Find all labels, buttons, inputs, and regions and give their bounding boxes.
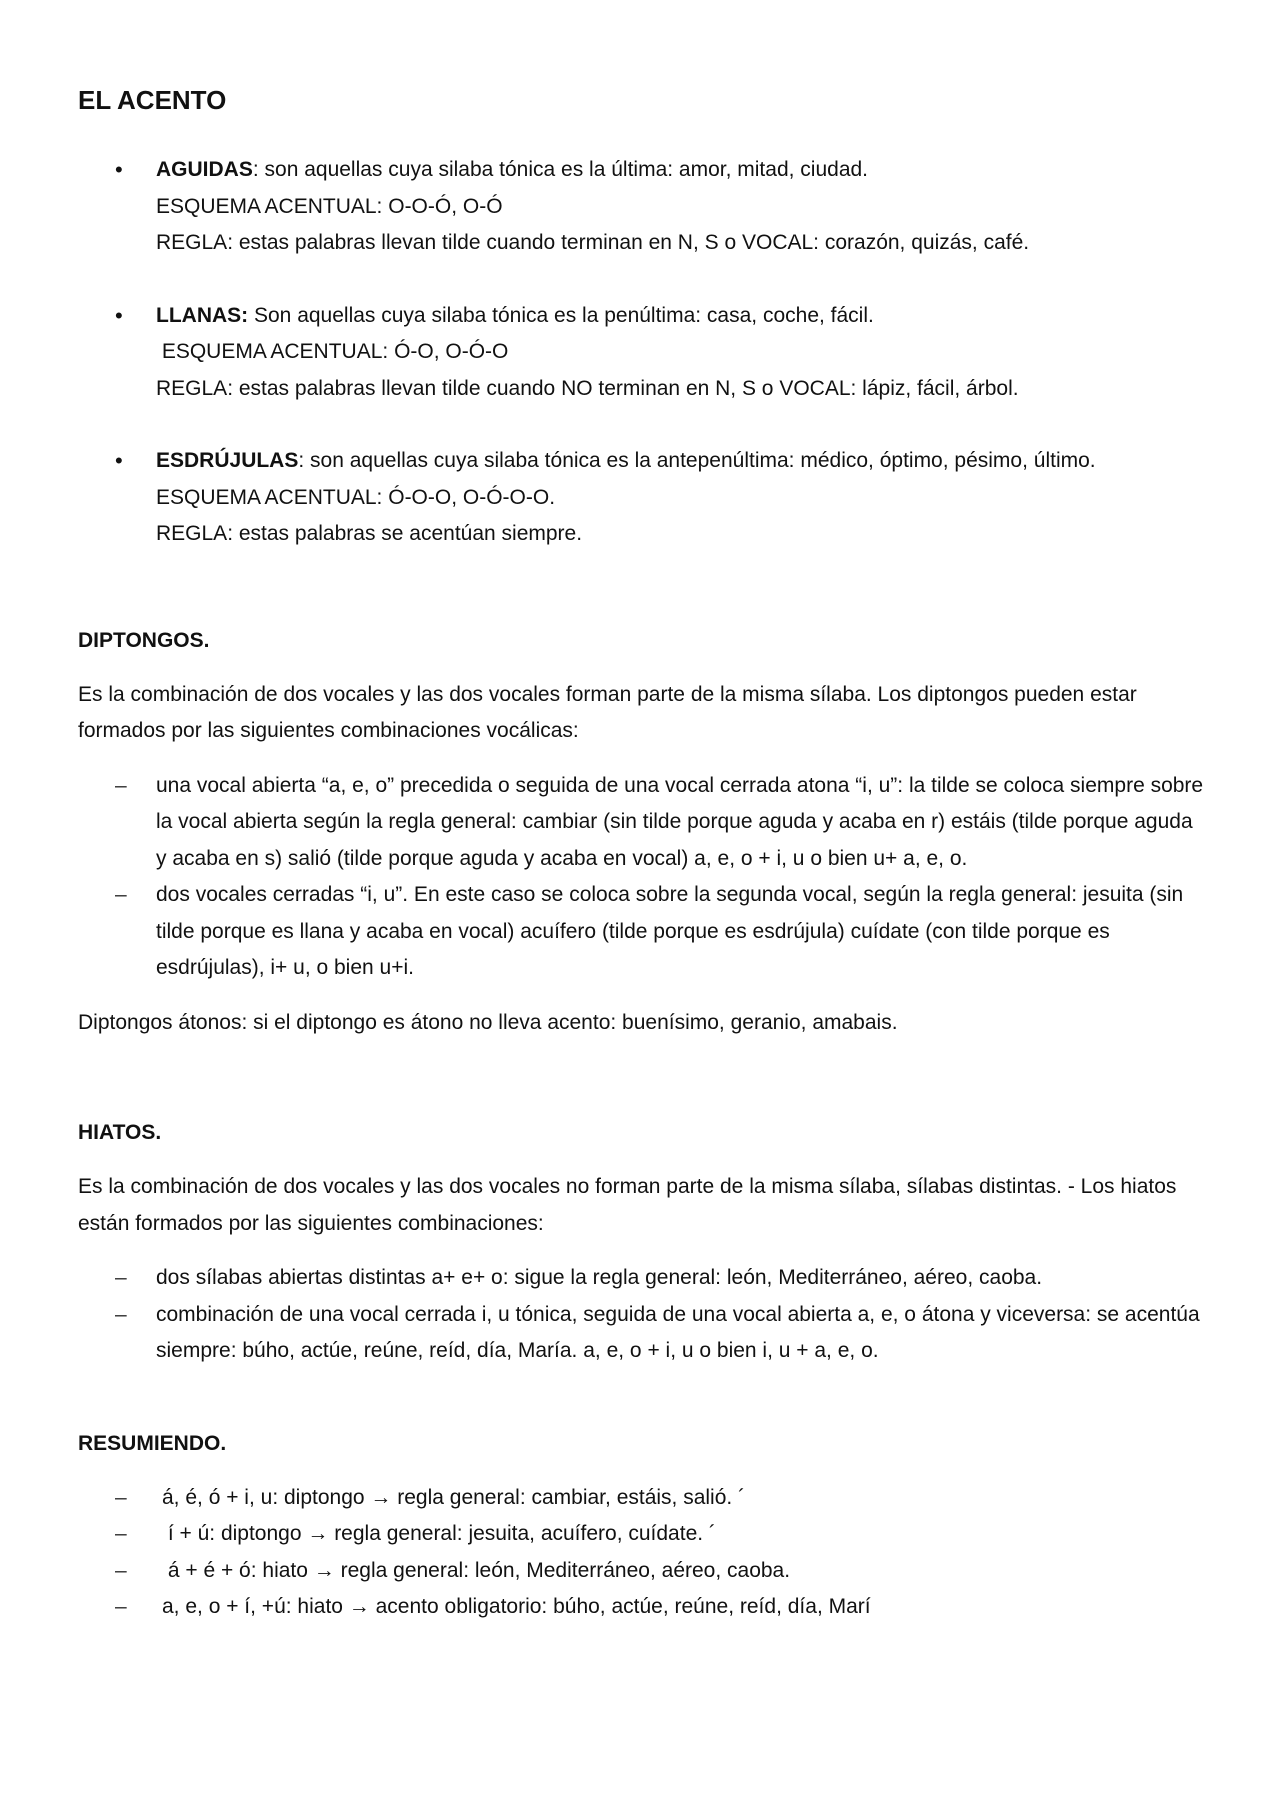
list-item: – á + é + ó: hiato → regla general: león, Mediterráneo, aéreo, caoba.	[78, 1553, 1208, 1590]
diptongos-list	[78, 768, 1208, 987]
diptongos-intro: Es la combinación de dos vocales y las dos vocales forman parte de la misma sílaba. Los diptongos pueden estar formados por las siguientes combinaciones vocálicas:	[78, 682, 1137, 742]
list-item-agudas	[78, 152, 1208, 262]
definition-line	[156, 152, 1208, 189]
section-heading-hiatos: HIATOS.	[78, 1121, 162, 1144]
list-item: – dos vocales cerradas “i, u”. En este caso se coloca sobre la segunda vocal, según la regla general: jesuita (sin tilde porque es llana y acaba en vocal) acuífero (tilde porque es esdrújula) cuídate (con tilde porque es esdrújulas), i+ u, o bien u+i.	[78, 877, 1208, 987]
hiatos-list	[78, 1260, 1208, 1370]
list-item-esdrujulas	[78, 443, 1208, 553]
definition: : son aquellas cuya silaba tónica es la última: amor, mitad, ciudad.	[252, 158, 869, 181]
list-item: – dos sílabas abiertas distintas a+ e+ o: sigue la regla general: león, Mediterráneo, aéreo, caoba.	[78, 1260, 1208, 1297]
term: LLANAS:	[156, 303, 249, 327]
term: ESDRÚJULAS	[156, 449, 299, 472]
list-item: – í + ú: diptongo → regla general: jesuita, acuífero, cuídate. ´	[78, 1516, 1208, 1553]
regla-line: REGLA: estas palabras llevan tilde cuando terminan en N, S o VOCAL: corazón, quizás, café.	[156, 231, 1030, 254]
regla-line: REGLA: estas palabras llevan tilde cuando NO terminan en N, S o VOCAL: lápiz, fácil, árbol.	[156, 376, 1019, 400]
list-item: – combinación de una vocal cerrada i, u tónica, seguida de una vocal abierta a, e, o átona y viceversa: se acentúa siempre: búho, actúe, reúne, reíd, día, María. a, e, o + i, u o bien i, u + a, e, o.	[78, 1297, 1208, 1370]
hiatos-intro: Es la combinación de dos vocales y las dos vocales no forman parte de la misma sílaba, sílabas distintas. - Los hiatos están formados por las siguientes combinaciones:	[78, 1175, 1177, 1235]
document-page	[78, 60, 1208, 1626]
section-heading-diptongos: DIPTONGOS.	[78, 628, 210, 652]
list-item: – á, é, ó + i, u: diptongo → regla general: cambiar, estáis, salió. ´	[78, 1480, 1208, 1517]
definition-line	[156, 443, 1208, 480]
accent-types-list	[78, 152, 1208, 553]
list-item-llanas	[78, 298, 1208, 408]
list-item: – una vocal abierta “a, e, o” precedida o seguida de una vocal cerrada atona “i, u”: la tilde se coloca siempre sobre la vocal abierta según la regla general: cambiar (sin tilde porque aguda y acaba en r) estáis (tilde porque aguda y acaba en s) salió (tilde porque aguda y acaba en vocal) a, e, o + i, u o bien u+ a, e, o.	[78, 768, 1208, 878]
regla-line: REGLA: estas palabras se acentúan siempre.	[156, 522, 583, 545]
esquema-line: ESQUEMA ACENTUAL: Ó-O-O, O-Ó-O-O.	[156, 485, 556, 509]
list-item: – a, e, o + í, +ú: hiato → acento obligatorio: búho, actúe, reúne, reíd, día, Marí	[78, 1589, 1208, 1626]
term: AGUIDAS	[156, 158, 253, 181]
resumiendo-list	[78, 1480, 1208, 1626]
diptongos-atonos: Diptongos átonos: si el diptongo es átono no lleva acento: buenísimo, geranio, amabais.	[78, 1010, 898, 1034]
definition-line	[156, 298, 1208, 335]
esquema-line: ESQUEMA ACENTUAL: O-O-Ó, O-Ó	[156, 194, 503, 218]
definition: Son aquellas cuya silaba tónica es la penúltima: casa, coche, fácil.	[248, 303, 874, 327]
definition: : son aquellas cuya silaba tónica es la antepenúltima: médico, óptimo, pésimo, último.	[298, 449, 1096, 472]
esquema-line: ESQUEMA ACENTUAL: Ó-O, O-Ó-O	[156, 340, 509, 363]
section-heading-resumiendo: RESUMIENDO.	[78, 1431, 227, 1455]
page-title: EL ACENTO	[78, 85, 227, 115]
